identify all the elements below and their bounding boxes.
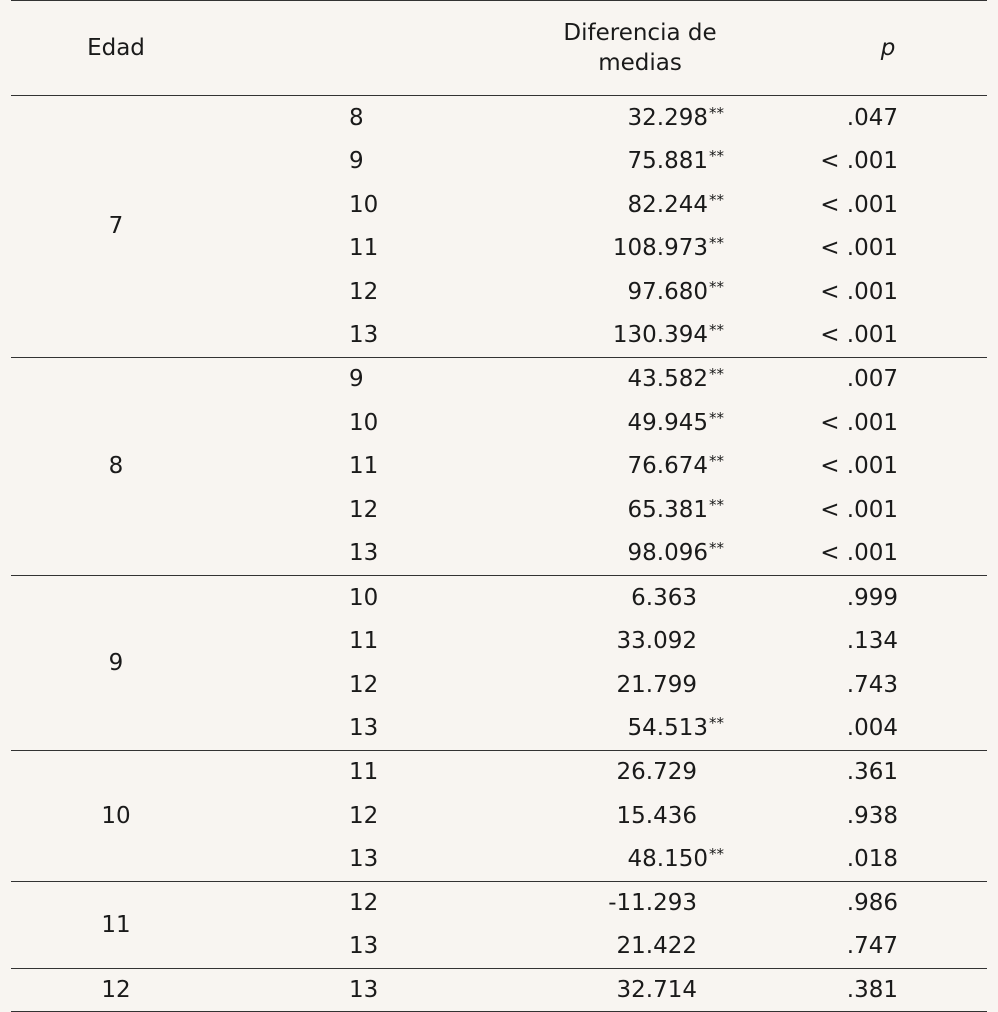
- cell-comparison-age: 8: [349, 104, 364, 131]
- mean-difference-value: -11.293: [608, 890, 697, 917]
- cell-mean-difference: [491, 837, 789, 881]
- mean-difference-value: 26.729: [616, 759, 697, 786]
- table-row: [11, 881, 987, 925]
- cell-mean-difference: [491, 488, 789, 532]
- significance-marker: **: [709, 103, 724, 122]
- cell-p-value: < .001: [820, 453, 898, 480]
- cell-comparison-age: 13: [349, 977, 379, 1004]
- mean-difference-value: 97.680: [627, 278, 708, 305]
- cell-p-value: .018: [846, 845, 898, 872]
- table-row: [11, 576, 987, 620]
- cell-p-value: < .001: [820, 191, 898, 218]
- significance-marker: **: [709, 146, 724, 165]
- cell-mean-difference: [491, 357, 789, 401]
- cell-comparison-age: 13: [349, 933, 379, 960]
- significance-marker: **: [709, 365, 724, 384]
- cell-comparison-age: 12: [349, 890, 379, 917]
- significance-marker: **: [709, 714, 724, 733]
- mean-difference-value: 98.096: [627, 540, 708, 567]
- mean-difference-value: 65.381: [627, 497, 708, 524]
- cell-comparison-age: 10: [349, 584, 379, 611]
- cell-comparison-age: 11: [349, 235, 379, 262]
- header-mean-difference-line2: medias: [598, 50, 682, 76]
- cell-comparison-age: 13: [349, 845, 379, 872]
- cell-comparison-age: 11: [349, 453, 379, 480]
- cell-p-value: .361: [846, 759, 898, 786]
- cell-comparison-age: 9: [349, 147, 364, 174]
- table-header: [11, 1, 987, 96]
- header-mean-difference: [491, 1, 789, 96]
- significance-marker: **: [709, 190, 724, 209]
- significance-marker: **: [709, 452, 724, 471]
- cell-mean-difference: [491, 794, 789, 838]
- cell-mean-difference: [491, 619, 789, 663]
- cell-mean-difference: [491, 881, 789, 925]
- table-row: [11, 357, 987, 401]
- cell-edad: 8: [108, 453, 124, 480]
- cell-p-value: .986: [846, 890, 898, 917]
- cell-mean-difference: [491, 706, 789, 750]
- mean-difference-value: 6.363: [631, 584, 697, 611]
- mean-difference-value: 48.150: [627, 845, 708, 872]
- cell-p-value: < .001: [820, 147, 898, 174]
- mean-differences-table: [11, 0, 987, 1012]
- significance-marker: **: [709, 539, 724, 558]
- cell-comparison-age: 12: [349, 497, 379, 524]
- cell-comparison-age: 13: [349, 540, 379, 567]
- cell-p-value: < .001: [820, 278, 898, 305]
- cell-comparison-age: 13: [349, 322, 379, 349]
- mean-difference-value: 21.799: [616, 671, 697, 698]
- cell-p-value: < .001: [820, 235, 898, 262]
- mean-difference-value: 32.714: [616, 977, 697, 1004]
- table-row: [11, 96, 987, 140]
- cell-comparison-age: 13: [349, 715, 379, 742]
- cell-comparison-age: 12: [349, 278, 379, 305]
- cell-mean-difference: [491, 532, 789, 576]
- cell-mean-difference: [491, 314, 789, 358]
- cell-edad: 12: [101, 977, 131, 1004]
- cell-mean-difference: [491, 139, 789, 183]
- cell-edad: 10: [101, 802, 131, 829]
- significance-marker: **: [709, 844, 724, 863]
- cell-comparison-age: 12: [349, 671, 379, 698]
- mean-difference-value: 21.422: [616, 933, 697, 960]
- header-p-value: p: [880, 35, 896, 61]
- mean-difference-value: 76.674: [627, 453, 708, 480]
- header-mean-difference-line1: Diferencia de: [563, 20, 717, 46]
- cell-mean-difference: [491, 226, 789, 270]
- table-row: [11, 750, 987, 794]
- cell-p-value: .134: [846, 628, 898, 654]
- mean-difference-value: 108.973: [612, 235, 708, 262]
- cell-comparison-age: 11: [349, 628, 379, 654]
- cell-mean-difference: [491, 445, 789, 489]
- cell-mean-difference: [491, 576, 789, 620]
- header-comparison: [221, 1, 491, 96]
- mean-difference-value: 130.394: [612, 322, 708, 349]
- mean-difference-value: 82.244: [627, 191, 708, 218]
- cell-p-value: < .001: [820, 409, 898, 436]
- cell-comparison-age: 12: [349, 802, 379, 829]
- cell-edad: 11: [101, 911, 131, 938]
- cell-p-value: .999: [846, 584, 898, 611]
- cell-p-value: < .001: [820, 322, 898, 349]
- significance-marker: **: [709, 321, 724, 340]
- significance-marker: **: [709, 277, 724, 296]
- table-body: [11, 96, 987, 1012]
- cell-p-value: < .001: [820, 497, 898, 524]
- cell-p-value: .007: [846, 366, 898, 393]
- cell-mean-difference: [491, 96, 789, 140]
- cell-mean-difference: [491, 401, 789, 445]
- significance-marker: **: [709, 496, 724, 515]
- cell-comparison-age: 10: [349, 191, 379, 218]
- cell-mean-difference: [491, 270, 789, 314]
- cell-edad: 9: [108, 649, 124, 676]
- cell-edad: 7: [108, 213, 124, 240]
- cell-p-value: .938: [846, 802, 898, 829]
- cell-mean-difference: [491, 183, 789, 227]
- cell-p-value: .747: [846, 933, 898, 960]
- cell-p-value: .004: [846, 715, 898, 742]
- cell-p-value: < .001: [820, 540, 898, 567]
- header-edad: Edad: [87, 35, 145, 61]
- cell-mean-difference: [491, 750, 789, 794]
- cell-comparison-age: 11: [349, 759, 379, 786]
- mean-difference-value: 49.945: [627, 409, 708, 436]
- cell-p-value: .743: [846, 671, 898, 698]
- mean-difference-value: 15.436: [616, 802, 697, 829]
- table-row: [11, 968, 987, 1012]
- header-row: [11, 1, 987, 96]
- cell-comparison-age: 10: [349, 409, 379, 436]
- mean-difference-value: 43.582: [627, 366, 708, 393]
- cell-comparison-age: 9: [349, 366, 364, 393]
- cell-mean-difference: [491, 925, 789, 969]
- significance-marker: **: [709, 408, 724, 427]
- mean-difference-value: 32.298: [627, 104, 708, 131]
- mean-difference-value: 75.881: [627, 147, 708, 174]
- cell-mean-difference: [491, 663, 789, 707]
- mean-difference-value: 54.513: [627, 715, 708, 742]
- mean-difference-value: 33.092: [616, 628, 697, 654]
- cell-p-value: .381: [846, 977, 898, 1004]
- cell-mean-difference: [491, 968, 789, 1012]
- cell-p-value: .047: [846, 104, 898, 131]
- significance-marker: **: [709, 234, 724, 253]
